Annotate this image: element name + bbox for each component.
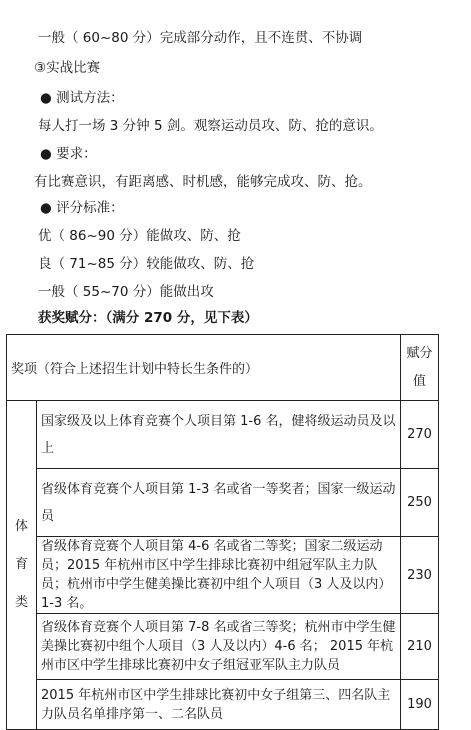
scoring-heading: ● 评分标准： xyxy=(40,200,124,216)
grade-good: 良（ 71~85 分）较能做攻、防、抢 xyxy=(38,256,255,272)
grade-excellent: 优（ 86~90 分）能做攻、防、抢 xyxy=(38,228,241,244)
header-score-line2: 值 xyxy=(413,373,427,389)
test-method-text: 每人打一场 3 分钟 5 剑。观察运动员攻、防、抢的意识。 xyxy=(38,118,383,134)
row-description: 省级体育竞赛个人项目第 7-8 名或省三等奖；杭州市中学生健美操比赛初中组个人项目（3 人及以内）4-6 名； 2015 年杭州市区中学生排球比赛初中女子组冠亚军队主力队员 xyxy=(37,614,401,680)
section-heading-actual-match: ③实战比赛 xyxy=(34,60,101,76)
category-char: 类 xyxy=(14,595,28,610)
table-row xyxy=(7,537,439,614)
table-row xyxy=(7,469,439,537)
grade-line-general-movement: 一般（ 60~80 分）完成部分动作，且不连贯、不协调 xyxy=(38,30,363,46)
row-score: 210 xyxy=(401,614,439,680)
row-score: 270 xyxy=(401,401,439,469)
category-char: 体 xyxy=(14,519,28,534)
grade-normal: 一般（ 55~70 分）能做出攻 xyxy=(38,284,214,300)
award-scoring-title: 获奖赋分：（满分 270 分，见下表） xyxy=(38,310,258,326)
award-score-table xyxy=(6,334,439,730)
requirements-heading: ● 要求： xyxy=(40,146,97,162)
header-award-item: 奖项（符合上述招生计划中特长生条件的） xyxy=(7,335,401,401)
row-description: 省级体育竞赛个人项目第 1-3 名或省一等奖者；国家一级运动员 xyxy=(37,469,401,537)
row-description: 2015 年杭州市区中学生排球比赛初中女子组第三、四名队主力队员名单排序第一、二名队员 xyxy=(37,680,401,730)
header-score xyxy=(401,335,439,401)
header-score-line1: 赋分 xyxy=(406,345,433,361)
row-score: 250 xyxy=(401,469,439,537)
table-row xyxy=(7,614,439,680)
table-header-row xyxy=(7,335,439,401)
row-score: 190 xyxy=(401,680,439,730)
category-char: 育 xyxy=(14,557,28,572)
row-description: 省级体育竞赛个人项目第 4-6 名或省二等奖；国家二级运动员；2015 年杭州市区中学生排球比赛初中组冠军队主力队员；杭州市中学生健美操比赛初中组个人项目（3 人及以内）1-3 名。 xyxy=(37,537,401,614)
table-row xyxy=(7,680,439,730)
category-sports xyxy=(7,401,37,730)
row-score: 230 xyxy=(401,537,439,614)
test-method-heading: ● 测试方法： xyxy=(40,90,124,106)
row-description: 国家级及以上体育竞赛个人项目第 1-6 名，健将级运动员及以上 xyxy=(37,401,401,469)
table-row xyxy=(7,401,439,469)
requirements-text: 有比赛意识，有距离感、时机感，能够完成攻、防、抢。 xyxy=(34,174,372,190)
